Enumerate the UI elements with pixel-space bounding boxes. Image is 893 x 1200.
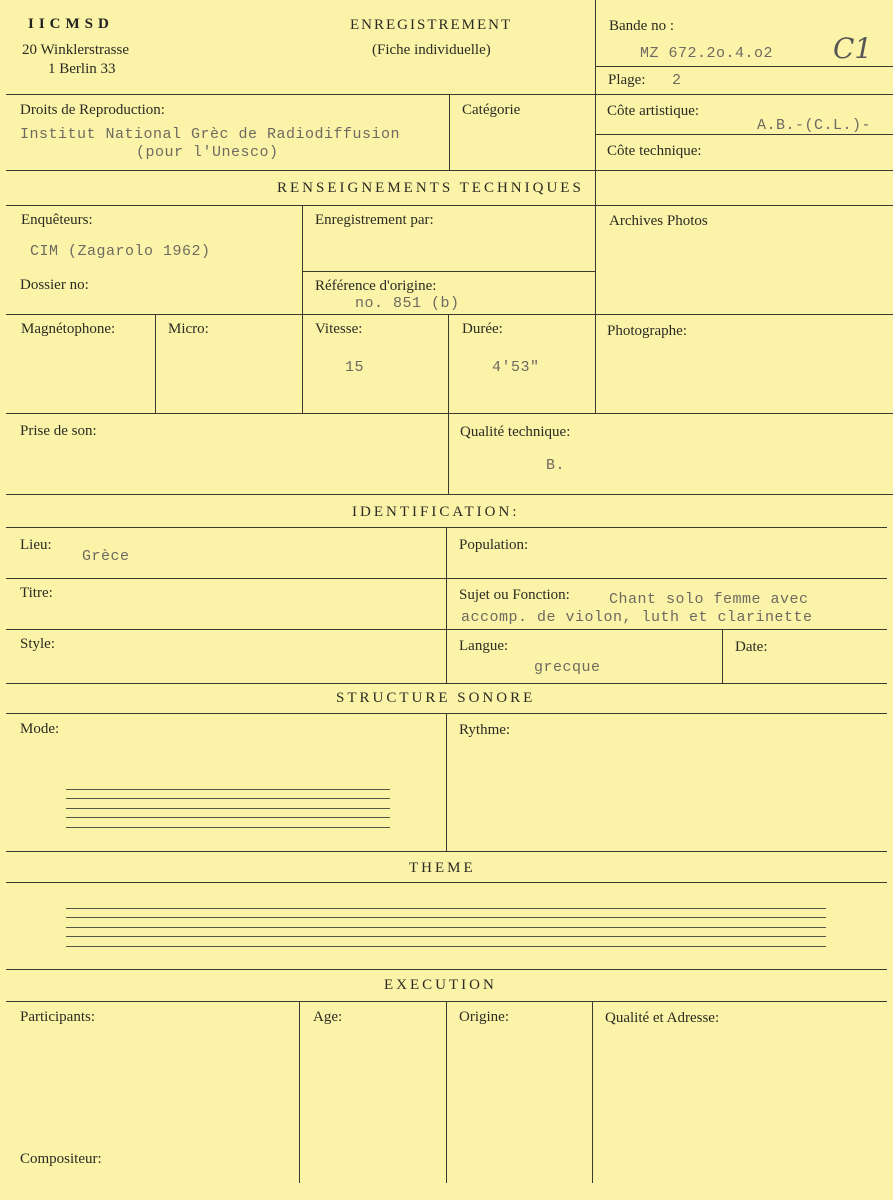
ruled-line [66,827,390,828]
ruled-line [66,789,390,790]
divider [448,314,449,494]
divider [6,683,887,684]
plage-value: 2 [672,72,682,89]
titre-label: Titre: [20,585,53,601]
ruled-line [66,808,390,809]
enregistrement-par-label: Enregistrement par: [315,212,434,228]
qualite-technique-value: B. [546,457,566,474]
lieu-label: Lieu: [20,537,52,553]
magnetophone-label: Magnétophone: [21,321,116,337]
cote-artistique-label: Côte artistique: [607,103,700,119]
participants-label: Participants: [20,1009,95,1025]
divider [595,134,893,135]
institution-logo: IICMSD [28,16,114,32]
langue-label: Langue: [459,638,509,654]
bande-handwritten-mark: C1 [833,32,873,65]
address-city: 1 Berlin 33 [48,61,116,77]
divider [6,314,893,315]
droits-label: Droits de Reproduction: [20,102,165,118]
qualite-adresse-label: Qualité et Adresse: [605,1010,720,1026]
section-heading-technique: RENSEIGNEMENTS TECHNIQUES [277,180,584,196]
date-label: Date: [735,639,768,655]
langue-value: grecque [534,659,601,676]
population-label: Population: [459,537,529,553]
vitesse-value: 15 [345,359,365,376]
ruled-line [66,917,826,918]
archives-photos-label: Archives Photos [609,213,708,229]
ruled-line [66,817,390,818]
form-subtitle: (Fiche individuelle) [372,42,491,58]
duree-value: 4'53" [492,359,540,376]
ruled-line [66,936,826,937]
divider [6,629,887,630]
section-heading-identification: IDENTIFICATION: [352,504,520,520]
divider [6,205,893,206]
divider [6,969,887,970]
sujet-value-line1: Chant solo femme avec [609,591,809,608]
divider [6,578,887,579]
divider [155,314,156,413]
enqueteurs-label: Enquêteurs: [21,212,93,228]
ruled-line [66,927,826,928]
compositeur-label: Compositeur: [20,1151,102,1167]
micro-label: Micro: [168,321,209,337]
mode-label: Mode: [20,721,60,737]
divider [449,94,450,170]
ruled-line [66,798,390,799]
rythme-label: Rythme: [459,722,511,738]
divider [595,66,893,67]
qualite-technique-label: Qualité technique: [460,424,571,440]
categorie-label: Catégorie [462,102,521,118]
section-heading-theme: THEME [409,860,476,876]
divider [446,1001,447,1183]
duree-label: Durée: [462,321,503,337]
divider [302,205,303,413]
sujet-value-line2: accomp. de violon, luth et clarinette [461,609,813,626]
droits-value-line2: (pour l'Unesco) [136,144,279,161]
divider [592,1001,593,1183]
divider [446,713,447,851]
plage-label: Plage: [608,72,646,88]
reference-value: no. 851 (b) [355,295,460,312]
ruled-line [66,908,826,909]
cote-artistique-value: A.B.-(C.L.)- [757,117,872,134]
divider [6,413,893,414]
divider [722,629,723,683]
bande-label: Bande no : [609,18,674,34]
sujet-label: Sujet ou Fonction: [459,587,570,603]
bande-value: MZ 672.2o.4.o2 [640,45,774,62]
dossier-label: Dossier no: [20,277,89,293]
divider [595,0,596,413]
origine-label: Origine: [459,1009,509,1025]
divider [6,170,893,171]
section-heading-execution: EXECUTION [384,977,497,993]
vitesse-label: Vitesse: [315,321,363,337]
droits-value-line1: Institut National Grèc de Radiodiffusion [20,126,401,143]
photographe-label: Photographe: [607,323,687,339]
lieu-value: Grèce [82,548,130,565]
age-label: Age: [313,1009,343,1025]
address-street: 20 Winklerstrasse [22,42,130,58]
prise-de-son-label: Prise de son: [20,423,97,439]
divider [6,882,887,883]
reference-label: Référence d'origine: [315,278,437,294]
style-label: Style: [20,636,56,652]
enqueteurs-value: CIM (Zagarolo 1962) [30,243,211,260]
ruled-line [66,946,826,947]
cote-technique-label: Côte technique: [607,143,702,159]
divider [299,1001,300,1183]
divider [446,527,447,683]
section-heading-structure: STRUCTURE SONORE [336,690,536,706]
divider [302,271,595,272]
divider [6,494,893,495]
divider [6,851,887,852]
form-title: ENREGISTREMENT [350,17,513,33]
